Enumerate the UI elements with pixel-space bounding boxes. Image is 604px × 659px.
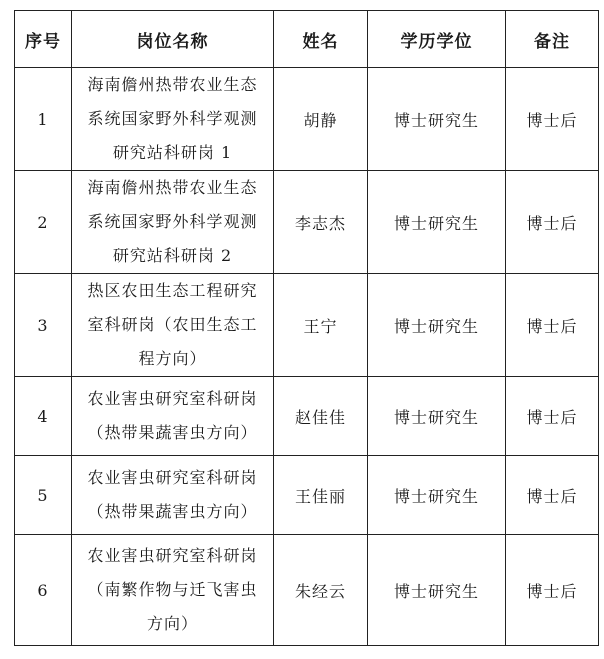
table-row [15, 456, 599, 535]
cell-note: 博士后 [506, 377, 599, 456]
cell-name: 王宁 [274, 274, 368, 377]
position-line: 系统国家野外科学观测 [87, 212, 258, 231]
cell-note: 博士后 [506, 171, 599, 274]
cell-no: 2 [15, 171, 72, 274]
position-line: 农业害虫研究室科研岗 [87, 546, 258, 565]
position-line: 海南儋州热带农业生态 [87, 75, 258, 94]
position-line: 农业害虫研究室科研岗 [87, 389, 258, 408]
position-line: 程方向） [138, 349, 207, 368]
position-line: （南繁作物与迁飞害虫 [87, 580, 258, 599]
cell-name: 赵佳佳 [274, 377, 368, 456]
position-line: 研究站科研岗 2 [112, 246, 233, 265]
cell-no: 5 [15, 456, 72, 535]
table-row [15, 535, 599, 646]
position-line: （热带果蔬害虫方向） [87, 423, 258, 442]
cell-degree: 博士研究生 [368, 377, 506, 456]
header-row [15, 11, 599, 68]
cell-no: 1 [15, 68, 72, 171]
cell-degree: 博士研究生 [368, 171, 506, 274]
position-line: 系统国家野外科学观测 [87, 109, 258, 128]
cell-position [72, 535, 274, 646]
position-line: （热带果蔬害虫方向） [87, 502, 258, 521]
position-line: 农业害虫研究室科研岗 [87, 468, 258, 487]
header-degree: 学历学位 [368, 11, 506, 68]
cell-note: 博士后 [506, 68, 599, 171]
cell-degree: 博士研究生 [368, 274, 506, 377]
position-line: 方向） [146, 614, 198, 633]
position-line: 海南儋州热带农业生态 [87, 178, 258, 197]
cell-position [72, 68, 274, 171]
cell-degree: 博士研究生 [368, 456, 506, 535]
table-row [15, 377, 599, 456]
position-line: 研究站科研岗 1 [112, 143, 233, 162]
cell-position [72, 274, 274, 377]
table-row [15, 171, 599, 274]
table-row [15, 274, 599, 377]
table-row [15, 68, 599, 171]
cell-position [72, 377, 274, 456]
cell-name: 王佳丽 [274, 456, 368, 535]
cell-position [72, 171, 274, 274]
header-name: 姓名 [274, 11, 368, 68]
cell-name: 胡静 [274, 68, 368, 171]
cell-name: 朱经云 [274, 535, 368, 646]
header-note: 备注 [506, 11, 599, 68]
cell-note: 博士后 [506, 274, 599, 377]
cell-degree: 博士研究生 [368, 68, 506, 171]
position-line: 热区农田生态工程研究 [87, 281, 258, 300]
cell-name: 李志杰 [274, 171, 368, 274]
header-position: 岗位名称 [72, 11, 274, 68]
cell-position [72, 456, 274, 535]
cell-no: 4 [15, 377, 72, 456]
cell-degree: 博士研究生 [368, 535, 506, 646]
personnel-table [14, 10, 599, 646]
header-no: 序号 [15, 11, 72, 68]
position-line: 室科研岗（农田生态工 [87, 315, 258, 334]
cell-no: 6 [15, 535, 72, 646]
cell-note: 博士后 [506, 456, 599, 535]
cell-note: 博士后 [506, 535, 599, 646]
cell-no: 3 [15, 274, 72, 377]
